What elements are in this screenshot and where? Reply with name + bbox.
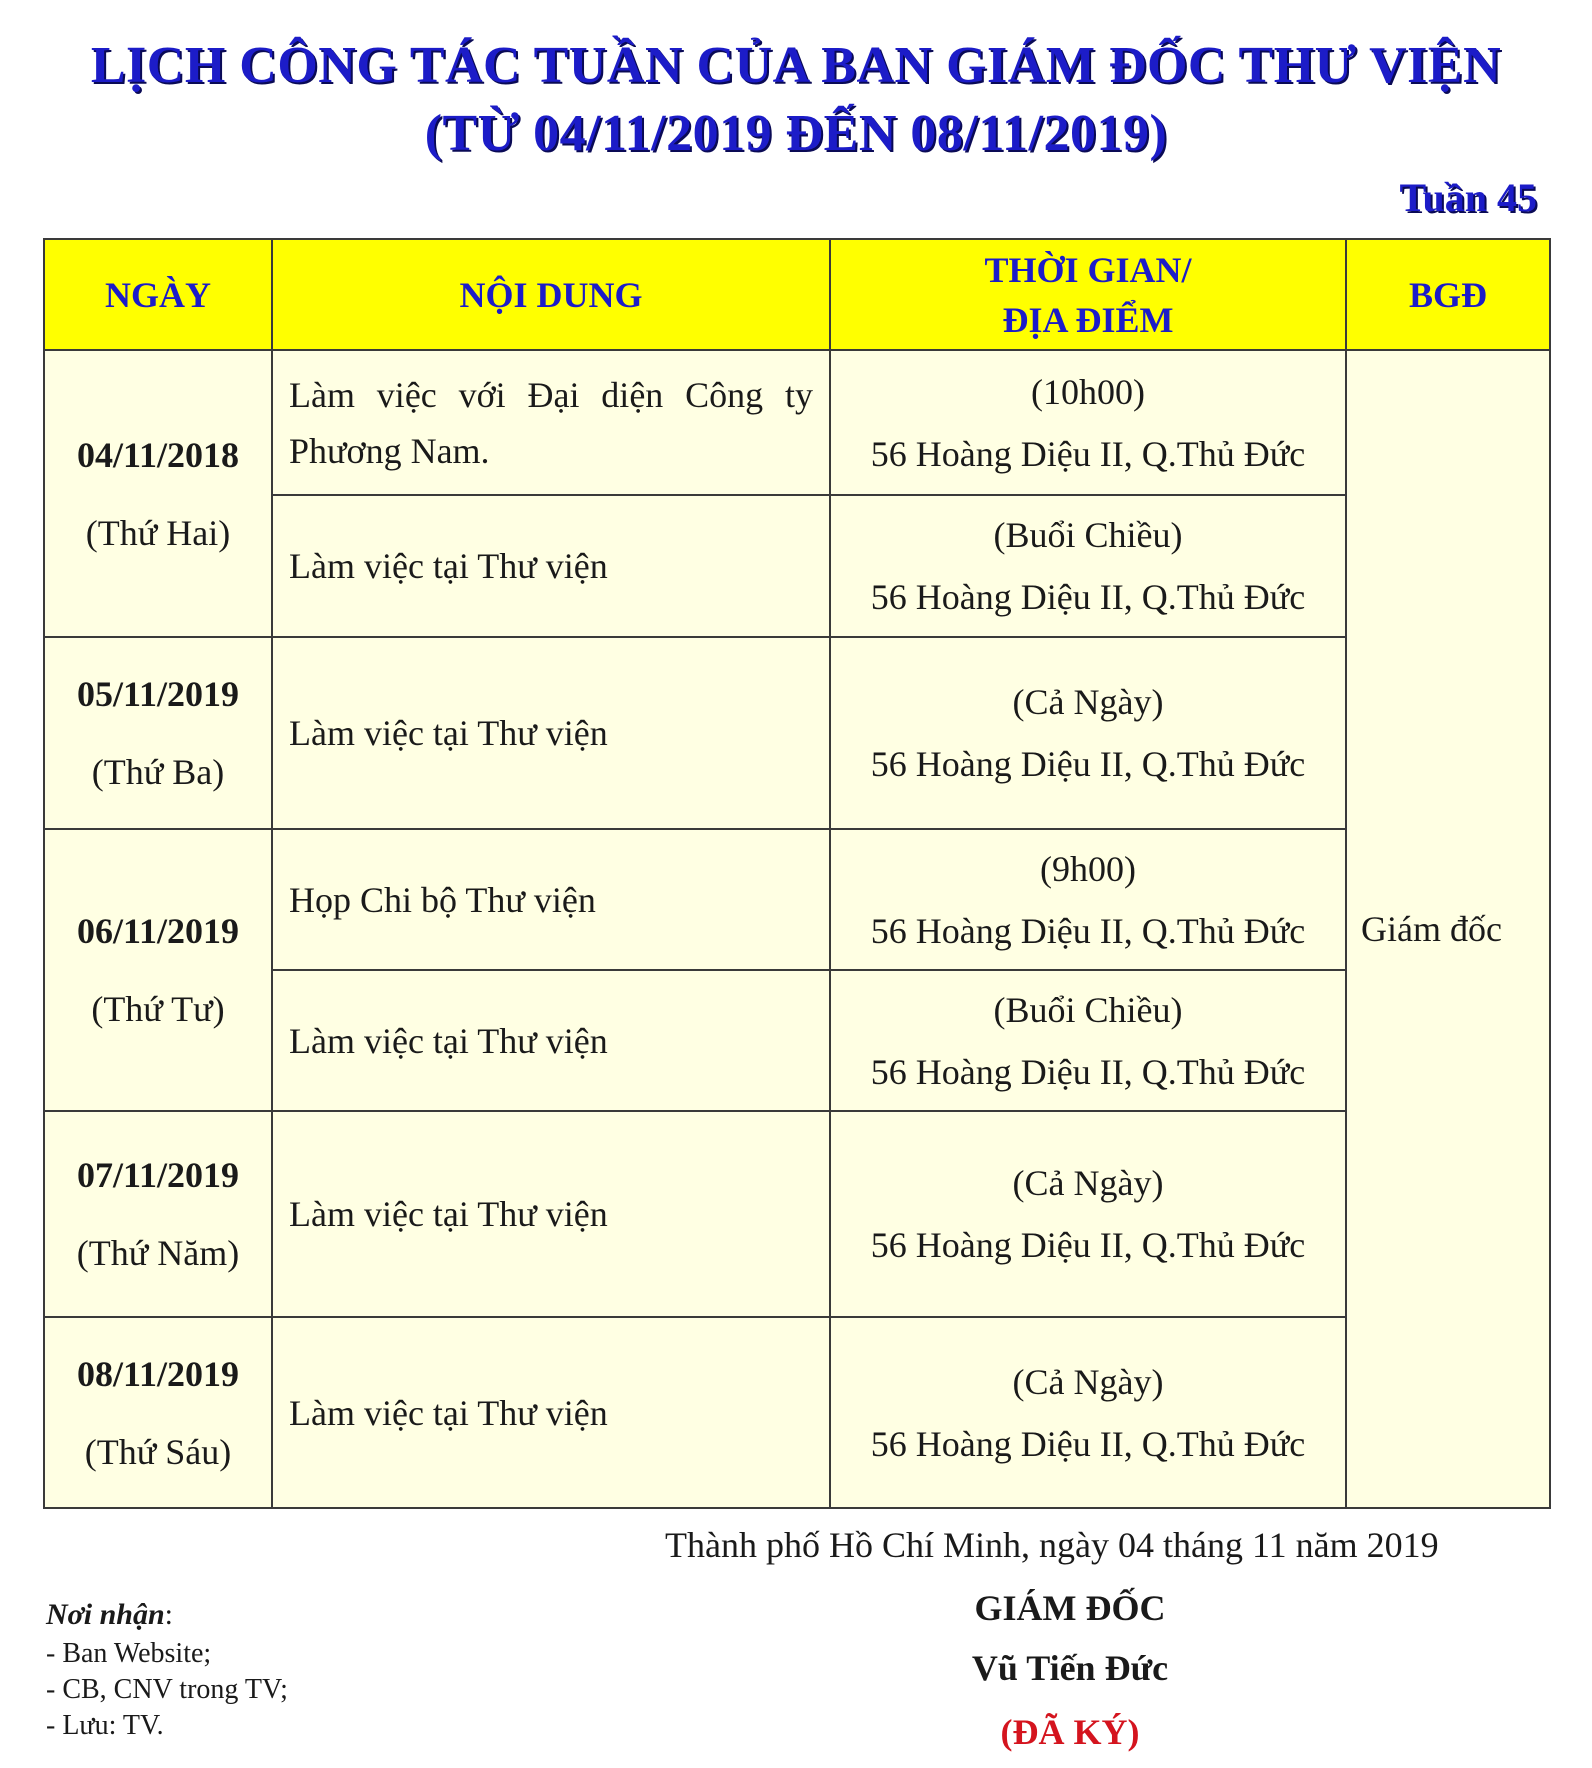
- place-text: 56 Hoàng Diệu II, Q.Thủ Đức: [870, 577, 1306, 617]
- time-place-cell: [830, 970, 1346, 1111]
- time-text: (Buổi Chiều): [993, 515, 1183, 555]
- time-place-cell: [830, 637, 1346, 829]
- place-text: 56 Hoàng Diệu II, Q.Thủ Đức: [870, 744, 1306, 784]
- time-text: (Cả Ngày): [1012, 1163, 1164, 1203]
- header-thoi-gian: THỜI GIAN/: [984, 249, 1192, 290]
- recipients-title-text: Nơi nhận: [46, 1598, 165, 1631]
- recipient-item: - Lưu: TV.: [46, 1710, 164, 1741]
- place-text: 56 Hoàng Diệu II, Q.Thủ Đức: [870, 1051, 1306, 1092]
- recipients-title: [46, 1598, 173, 1632]
- content-cell: Làm việc tại Thư viện: [272, 970, 830, 1111]
- header-dia-diem: ĐỊA ĐIỂM: [1002, 299, 1174, 340]
- week-label: Tuần 45: [1399, 175, 1537, 220]
- time-place-cell: [830, 1111, 1346, 1317]
- day-weekday: (Thứ Sáu): [84, 1431, 232, 1472]
- day-date: 05/11/2019: [76, 674, 240, 714]
- day-date: 04/11/2018: [76, 434, 240, 475]
- day-weekday: (Thứ Tư): [91, 989, 225, 1029]
- header-ngay: NGÀY: [44, 239, 272, 350]
- time-text: (Cả Ngày): [1012, 682, 1164, 722]
- day-cell: [44, 1317, 272, 1508]
- place-text: 56 Hoàng Diệu II, Q.Thủ Đức: [870, 910, 1306, 951]
- day-cell: [44, 350, 272, 637]
- day-cell: [44, 637, 272, 829]
- signer-role: GIÁM ĐỐC: [974, 1588, 1166, 1628]
- content-cell: Làm việc tại Thư viện: [272, 495, 830, 637]
- table-row: [44, 829, 1550, 970]
- time-place-cell: [830, 350, 1346, 495]
- content-cell: Làm việc tại Thư viện: [272, 637, 830, 829]
- content-cell: Họp Chi bộ Thư viện: [272, 829, 830, 970]
- header-thoi-gian-dia-diem: [830, 239, 1346, 350]
- content-cell: Làm việc tại Thư viện: [272, 1317, 830, 1508]
- table-row: [44, 1111, 1550, 1317]
- table-row: [44, 637, 1550, 829]
- day-date: 07/11/2019: [76, 1155, 240, 1195]
- content-cell: Làm việc với Đại diện Công ty Phương Nam.: [272, 350, 830, 495]
- day-date: 08/11/2019: [76, 1353, 240, 1394]
- day-cell: [44, 829, 272, 1111]
- document-title-line-1: LỊCH CÔNG TÁC TUẦN CỦA BAN GIÁM ĐỐC THƯ VIỆN: [90, 37, 1502, 94]
- place-text: 56 Hoàng Diệu II, Q.Thủ Đức: [870, 433, 1306, 474]
- table-row: [44, 1317, 1550, 1508]
- recipient-item: - Ban Website;: [46, 1638, 212, 1669]
- time-text: (9h00): [1040, 848, 1136, 889]
- time-place-cell: [830, 1317, 1346, 1508]
- time-text: (Buổi Chiều): [993, 989, 1183, 1030]
- document-title-line-2: (TỪ 04/11/2019 ĐẾN 08/11/2019): [424, 105, 1168, 162]
- place-text: 56 Hoàng Diệu II, Q.Thủ Đức: [870, 1225, 1306, 1265]
- bgd-cell: Giám đốc: [1346, 350, 1550, 1508]
- time-place-cell: [830, 829, 1346, 970]
- time-place-cell: [830, 495, 1346, 637]
- header-noi-dung: NỘI DUNG: [272, 239, 830, 350]
- day-weekday: (Thứ Ba): [91, 752, 225, 792]
- header-bgd: BGĐ: [1346, 239, 1550, 350]
- day-cell: [44, 1111, 272, 1317]
- recipient-item: - CB, CNV trong TV;: [46, 1674, 288, 1705]
- table-row: [44, 350, 1550, 495]
- signed-status: (ĐÃ KÝ): [1000, 1712, 1140, 1752]
- recipients-colon: :: [164, 1598, 173, 1631]
- time-text: (10h00): [1031, 371, 1145, 412]
- day-weekday: (Thứ Năm): [76, 1233, 240, 1273]
- day-weekday: (Thứ Hai): [85, 512, 231, 553]
- place-text: 56 Hoàng Diệu II, Q.Thủ Đức: [870, 1423, 1306, 1464]
- content-cell: Làm việc tại Thư viện: [272, 1111, 830, 1317]
- signer-name: Vũ Tiến Đức: [971, 1648, 1169, 1688]
- table-header-row: [44, 239, 1550, 350]
- place-and-date: Thành phố Hồ Chí Minh, ngày 04 tháng 11 năm 2019: [665, 1525, 1439, 1565]
- time-text: (Cả Ngày): [1012, 1361, 1164, 1402]
- day-date: 06/11/2019: [76, 911, 240, 951]
- schedule-table: [43, 238, 1551, 1509]
